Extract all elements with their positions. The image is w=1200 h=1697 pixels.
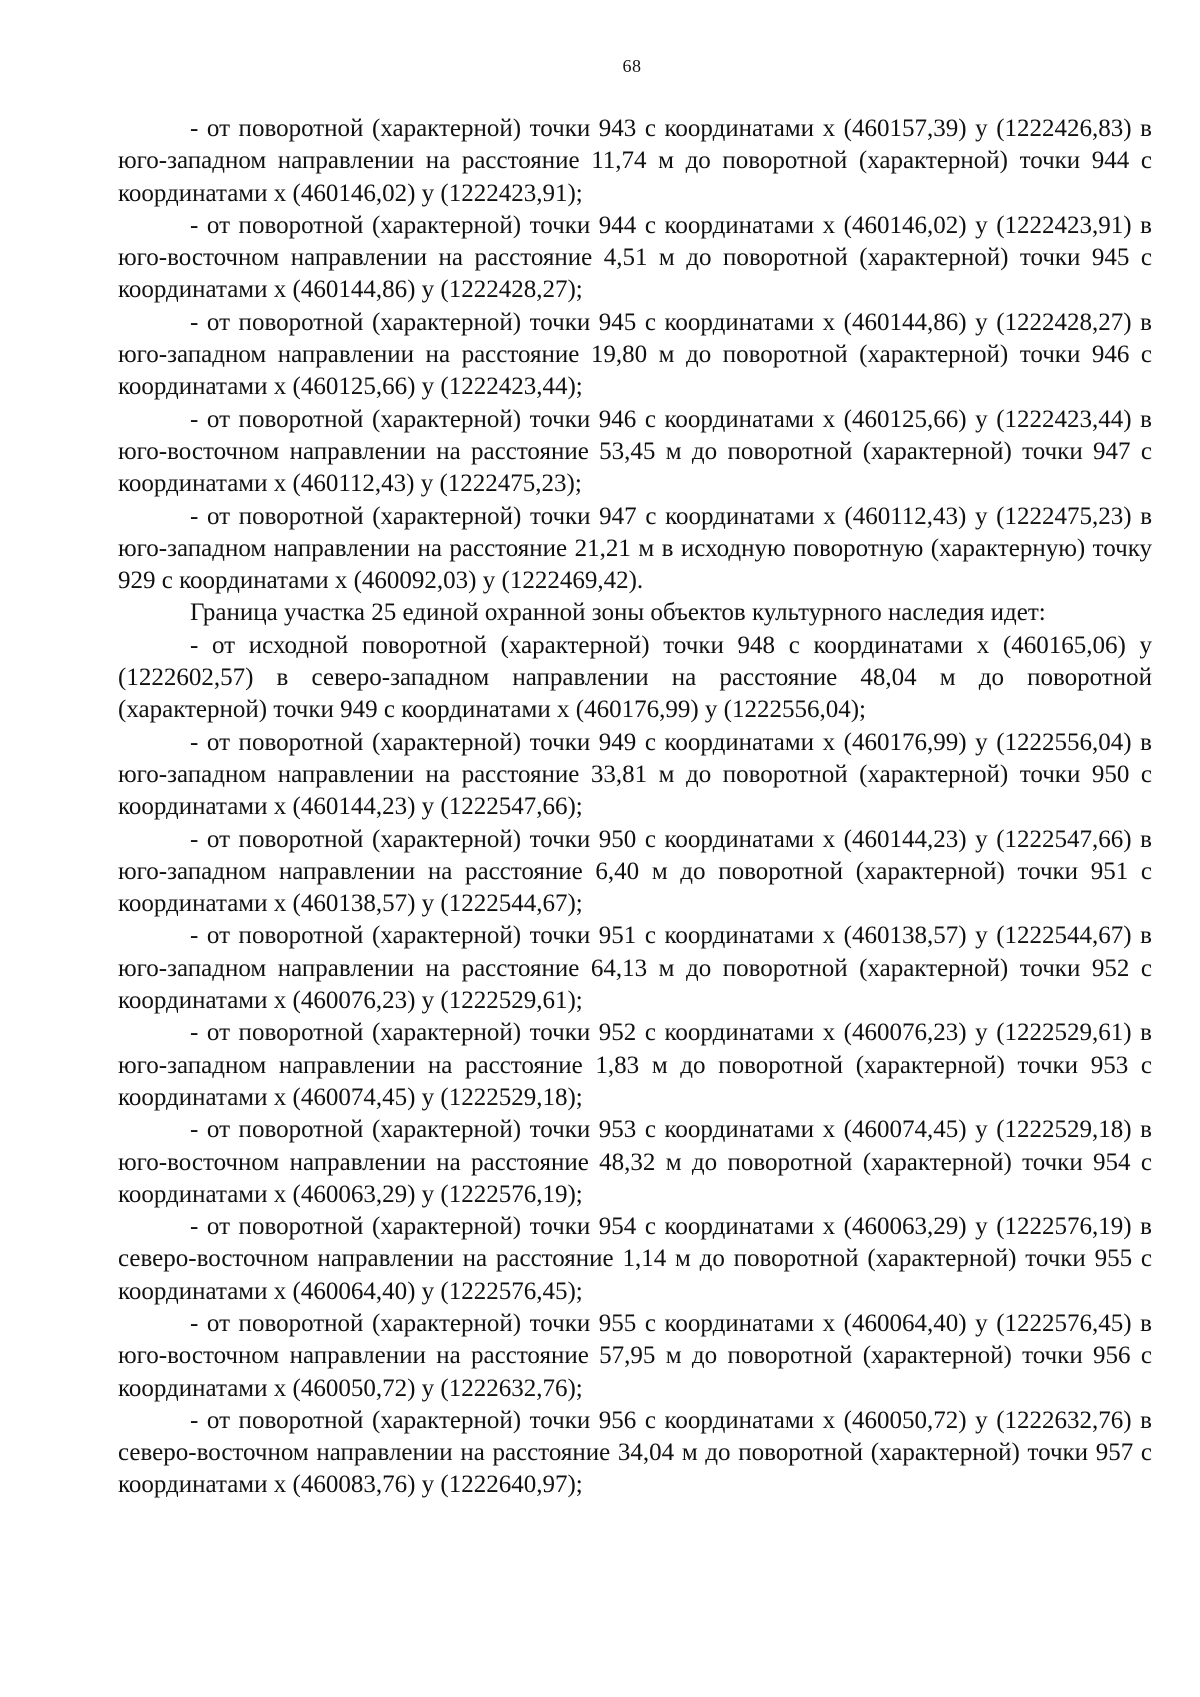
- paragraph: - от поворотной (характерной) точки 954 с координатами х (460063,29) у (1222576,19) в северо-восточном направлении на расстояние 1,14 м до поворотной (характерной) точки 955 с координатами х (460064,40) у (1222576,45);: [118, 1213, 1152, 1305]
- paragraph: - от поворотной (характерной) точки 947 с координатами х (460112,43) у (1222475,23) в юго-западном направлении на расстояние 21,21 м в исходную поворотную (характерную) точку 929 с координатами х (460092,03) у (1222469,42).: [118, 502, 1152, 595]
- paragraph: - от поворотной (характерной) точки 946 с координатами х (460125,66) у (1222423,44) в юго-восточном направлении на расстояние 53,45 м до поворотной (характерной) точки 947 с координатами х (460112,43) у (1222475,23);: [118, 405, 1152, 498]
- section-heading-paragraph: Граница участка 25 единой охранной зоны объектов культурного наследия идет:: [190, 599, 1046, 627]
- paragraph: - от исходной поворотной (характерной) точки 948 с координатами х (460165,06) у (1222602,57) в северо-западном направлении на расстояние 48,04 м до поворотной (характерной) точки 949 с координатами х (460176,99) у (1222556,04);: [118, 631, 1152, 724]
- paragraph: - от поворотной (характерной) точки 950 с координатами х (460144,23) у (1222547,66) в юго-западном направлении на расстояние 6,40 м до поворотной (характерной) точки 951 с координатами х (460138,57) у (1222544,67);: [118, 825, 1152, 918]
- paragraph: - от поворотной (характерной) точки 955 с координатами х (460064,40) у (1222576,45) в юго-восточном направлении на расстояние 57,95 м до поворотной (характерной) точки 956 с координатами х (460050,72) у (1222632,76);: [118, 1309, 1152, 1402]
- paragraph: - от поворотной (характерной) точки 943 с координатами х (460157,39) у (1222426,83) в юго-западном направлении на расстояние 11,74 м до поворотной (характерной) точки 944 с координатами х (460146,02) у (1222423,91);: [118, 115, 1152, 207]
- paragraph: - от поворотной (характерной) точки 949 с координатами х (460176,99) у (1222556,04) в юго-западном направлении на расстояние 33,81 м до поворотной (характерной) точки 950 с координатами х (460144,23) у (1222547,66);: [118, 728, 1152, 821]
- paragraph: - от поворотной (характерной) точки 953 с координатами х (460074,45) у (1222529,18) в юго-восточном направлении на расстояние 48,32 м до поворотной (характерной) точки 954 с координатами х (460063,29) у (1222576,19);: [118, 1116, 1152, 1208]
- document-body: [118, 113, 1152, 1502]
- page-number: 68: [622, 56, 642, 76]
- paragraph: - от поворотной (характерной) точки 951 с координатами х (460138,57) у (1222544,67) в юго-западном направлении на расстояние 64,13 м до поворотной (характерной) точки 952 с координатами х (460076,23) у (1222529,61);: [118, 922, 1152, 1015]
- paragraph: - от поворотной (характерной) точки 956 с координатами х (460050,72) у (1222632,76) в северо-восточном направлении на расстояние 34,04 м до поворотной (характерной) точки 957 с координатами х (460083,76) у (1222640,97);: [118, 1406, 1152, 1499]
- paragraph: - от поворотной (характерной) точки 944 с координатами х (460146,02) у (1222423,91) в юго-восточном направлении на расстояние 4,51 м до поворотной (характерной) точки 945 с координатами х (460144,86) у (1222428,27);: [118, 211, 1152, 304]
- paragraph: - от поворотной (характерной) точки 952 с координатами х (460076,23) у (1222529,61) в юго-западном направлении на расстояние 1,83 м до поворотной (характерной) точки 953 с координатами х (460074,45) у (1222529,18);: [118, 1019, 1152, 1111]
- paragraph: - от поворотной (характерной) точки 945 с координатами х (460144,86) у (1222428,27) в юго-западном направлении на расстояние 19,80 м до поворотной (характерной) точки 946 с координатами х (460125,66) у (1222423,44);: [118, 308, 1152, 401]
